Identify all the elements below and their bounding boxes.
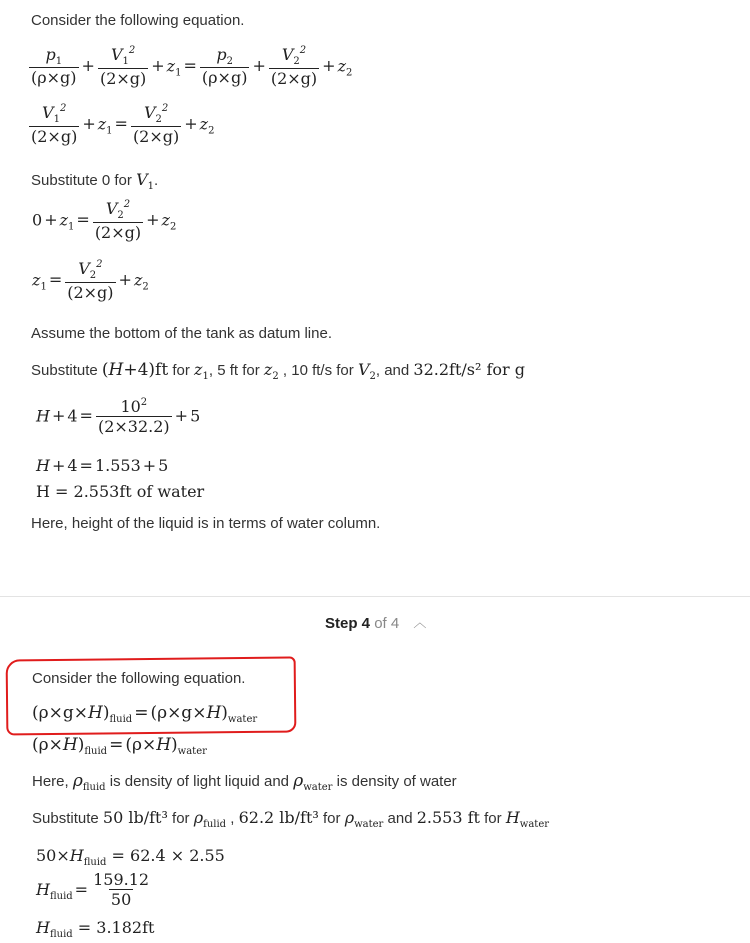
bernoulli-equation: $\frac{p_1}{(\rho\times g)}$ + $\frac{V_1^2}{(2\times g)}$ + $z_1$ = $\frac{p_2}{(\rho\times g)}$ + $\frac{V_2^2}{(2\times g)}$ + $z_2$ — [31, 44, 353, 88]
pressure-equality-equation: $(\rho\times g\times H)_{fluid} = (\rho\times g\times H)_{water}$ — [32, 703, 258, 725]
z1-equation: $z_1$ = $\frac{V_2^2}{(2\times g)}$ + $z_2$ — [32, 259, 149, 302]
section-divider — [0, 596, 750, 597]
density-definition-text: Here, $\rho_{fluid}$ is density of light liquid and $\rho_{water}$ is density of water — [32, 771, 457, 793]
h-substitution-equation: H + 4 = $\frac{10^2}{(2\times 32.2)}$ + 5 — [36, 397, 201, 436]
intro-text-2: Consider the following equation. — [32, 670, 246, 687]
chevron-up-icon[interactable]: ︿ — [413, 615, 427, 630]
step-header[interactable] — [325, 613, 426, 632]
h-fluid-result: $H_{fluid} = 3.182ft$ — [36, 918, 155, 940]
substitute-values-text: Substitute (H+4)ft for $z_1$, 5 ft for $z_2$ , 10 ft/s for $V_2$, and 32.2ft/s² for g — [31, 360, 526, 382]
step-of: of 4 — [374, 615, 400, 632]
water-column-note: Here, height of the liquid is in terms of water column. — [31, 515, 381, 532]
h-fluid-fraction: $H_{fluid}$ = $\frac{159.12}{50}$ — [36, 870, 150, 909]
h-fluid-substitution: $50\times H_{fluid} = 62.4 \times 2.55$ — [36, 846, 225, 868]
density-height-equation: $(\rho\times H)_{fluid} = (\rho\times H)_{water}$ — [32, 735, 207, 757]
h-result: H = 2.553ft of water — [36, 482, 205, 501]
step-label: Step 4 — [325, 615, 371, 632]
fraction-denominator: 50 — [110, 889, 132, 909]
substitute-v1-text: Substitute 0 for $V_1$. — [31, 170, 159, 192]
substitute-values-text-2: Substitute 50 lb/ft³ for $\rho_{fulid}$ , 62.2 lb/ft³ for $\rho_{water}$ and 2.553 ft for $H_{water}$ — [32, 808, 550, 830]
zero-substituted-equation: $0 + z_1$ = $\frac{V_2^2}{(2\times g)}$ + $z_2$ — [32, 199, 177, 242]
h-intermediate-equation: H + 4 = 1.553 + 5 — [36, 456, 169, 475]
simplified-equation: $\frac{V_1^2}{(2\times g)}$ + $z_1$ = $\frac{V_2^2}{(2\times g)}$ + $z_2$ — [31, 103, 215, 146]
intro-text: Consider the following equation. — [31, 12, 245, 29]
h-fluid-rhs: = 62.4 × 2.55 — [111, 846, 225, 865]
datum-assumption-text: Assume the bottom of the tank as datum line. — [31, 325, 332, 342]
fraction-numerator: 159.12 — [93, 870, 150, 889]
